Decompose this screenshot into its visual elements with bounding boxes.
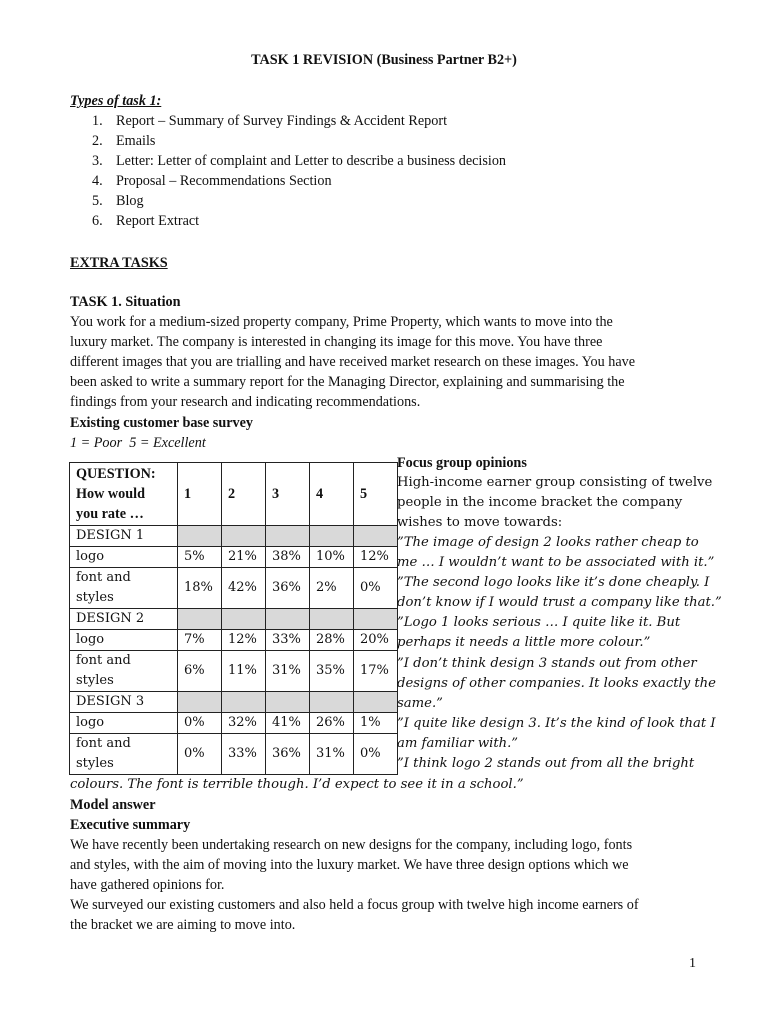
table-row [70,547,398,568]
grey-cell [222,692,266,713]
row-label-line: styles [76,673,114,688]
table-cell: 41% [266,713,310,734]
grey-cell [222,526,266,547]
summary-paragraph [70,835,690,935]
focus-group-quotes [397,533,722,774]
table-cell: 31% [266,651,310,692]
quote-line: ”Logo 1 looks serious … I quite like it. But [397,615,681,631]
paragraph-line: findings from your research and indicating recommendations. [70,394,421,410]
list-item [92,211,506,231]
quote-line: ”I quite like design 3. It’s the kind of look that I [397,715,716,731]
row-label [70,568,178,609]
table-cell: 0% [354,734,398,775]
focus-group-intro [397,473,712,533]
question-cell [70,463,178,526]
list-number: 2. [92,133,103,149]
table-cell: 6% [178,651,222,692]
paragraph-line: High-income earner group consisting of twelve [397,475,713,490]
design-label: DESIGN 3 [70,692,178,713]
table-cell: 32% [222,713,266,734]
table-cell: 36% [266,568,310,609]
table-row [70,630,398,651]
table-cell: 11% [222,651,266,692]
table-cell: 10% [310,547,354,568]
list-number: 3. [92,153,103,169]
list-number: 6. [92,213,103,229]
row-label-line: styles [76,590,114,605]
list-text: Report – Summary of Survey Findings & Accident Report [116,113,448,129]
list-item [92,171,506,191]
list-number: 5. [92,193,103,209]
table-header-row [70,463,398,526]
quote-tail-line: colours. The font is terrible though. I’d expect to see it in a school.” [70,777,524,792]
table-cell: 12% [222,630,266,651]
list-number: 4. [92,173,103,189]
table-row [70,713,398,734]
row-label-line: styles [76,756,114,771]
paragraph-line: have gathered opinions for. [70,877,225,893]
focus-group-heading: Focus group opinions [397,455,527,471]
survey-table [69,462,398,775]
types-list [92,111,506,231]
table-cell: 33% [222,734,266,775]
grey-cell [266,692,310,713]
table-cell: 28% [310,630,354,651]
table-cell: 35% [310,651,354,692]
list-text: Proposal – Recommendations Section [116,173,332,189]
design-label: DESIGN 1 [70,526,178,547]
quote-line: ”The image of design 2 looks rather cheap to [397,535,699,550]
row-label [70,734,178,775]
list-item [92,131,506,151]
quote-line: me … I wouldn’t want to be associated with it.” [397,555,715,571]
table-cell: 21% [222,547,266,568]
row-label: logo [70,713,178,734]
paragraph-line: been asked to write a summary report for the Managing Director, explaining and summarising the [70,374,625,390]
quote-line: am familiar with.” [397,735,519,751]
quote-line: don’t know if I would trust a company like that.” [397,595,722,611]
table-cell: 17% [354,651,398,692]
survey-heading: Existing customer base survey [70,415,253,431]
quote-line: designs of other companies. It looks exactly the [397,675,716,691]
table-cell: 38% [266,547,310,568]
types-heading: Types of task 1: [70,93,162,109]
question-line: QUESTION: [76,466,156,482]
list-text: Report Extract [116,213,200,229]
quote-line: ”I think logo 2 stands out from all the bright [397,756,695,772]
list-item [92,151,506,171]
table-cell: 31% [310,734,354,775]
paragraph-line: people in the income bracket the company [397,495,683,510]
table-cell: 36% [266,734,310,775]
paragraph-line: the bracket we are aiming to move into. [70,917,296,933]
list-text: Blog [116,193,144,209]
question-line: you rate … [76,506,144,522]
grey-cell [354,692,398,713]
quote-line: ”The second logo looks like it’s done cheaply. I [397,575,710,591]
question-line: How would [76,486,145,502]
paragraph-line: and styles, with the aim of moving into the luxury market. We have three design options which we [70,857,629,873]
table-cell: 42% [222,568,266,609]
design-row [70,692,398,713]
quote-line: perhaps it needs a little more colour.” [397,635,651,651]
table-cell: 12% [354,547,398,568]
document-title: TASK 1 REVISION (Business Partner B2+) [251,52,517,68]
rating-scale: 1 = Poor 5 = Excellent [70,435,206,451]
design-row [70,609,398,630]
table-cell: 33% [266,630,310,651]
paragraph-line: wishes to move towards: [397,515,563,530]
paragraph-line: We have recently been undertaking research on new designs for the company, including logo, fonts [70,837,633,853]
grey-cell [222,609,266,630]
row-label [70,651,178,692]
table-cell: 5% [178,547,222,568]
list-item [92,111,506,131]
table-cell: 20% [354,630,398,651]
model-answer-heading: Model answer [70,797,156,813]
grey-cell [310,692,354,713]
situation-paragraph [70,312,690,412]
paragraph-line: We surveyed our existing customers and also held a focus group with twelve high income earners of [70,897,639,913]
column-header: 1 [178,463,222,526]
task1-heading: TASK 1. Situation [70,294,181,310]
grey-cell [178,526,222,547]
grey-cell [354,526,398,547]
row-label-line: font and [76,736,131,751]
executive-summary-heading: Executive summary [70,817,191,833]
table-cell: 18% [178,568,222,609]
grey-cell [178,609,222,630]
page-number: 1 [689,956,696,971]
table-row [70,734,398,775]
table-cell: 0% [178,734,222,775]
grey-cell [354,609,398,630]
table-cell: 7% [178,630,222,651]
table-row [70,651,398,692]
list-number: 1. [92,113,103,129]
list-text: Emails [116,133,156,149]
list-text: Letter: Letter of complaint and Letter to describe a business decision [116,153,507,169]
paragraph-line: different images that you are trialling and have received market research on these images. You have [70,354,636,370]
row-label-line: font and [76,570,131,585]
grey-cell [310,526,354,547]
table-cell: 2% [310,568,354,609]
table-cell: 0% [178,713,222,734]
column-header: 4 [310,463,354,526]
design-row [70,526,398,547]
design-label: DESIGN 2 [70,609,178,630]
quote-line: same.” [397,695,443,711]
table-cell: 1% [354,713,398,734]
list-item [92,191,506,211]
extra-tasks-heading: EXTRA TASKS [70,255,168,271]
grey-cell [310,609,354,630]
grey-cell [266,609,310,630]
column-header: 3 [266,463,310,526]
paragraph-line: You work for a medium-sized property company, Prime Property, which wants to move into the [70,314,613,330]
column-header: 5 [354,463,398,526]
table-cell: 0% [354,568,398,609]
quote-line: ”I don’t think design 3 stands out from other [397,655,697,671]
grey-cell [266,526,310,547]
row-label: logo [70,630,178,651]
table-row [70,568,398,609]
row-label-line: font and [76,653,131,668]
paragraph-line: luxury market. The company is interested in changing its image for this move. You have three [70,334,603,350]
row-label: logo [70,547,178,568]
column-header: 2 [222,463,266,526]
grey-cell [178,692,222,713]
table-cell: 26% [310,713,354,734]
